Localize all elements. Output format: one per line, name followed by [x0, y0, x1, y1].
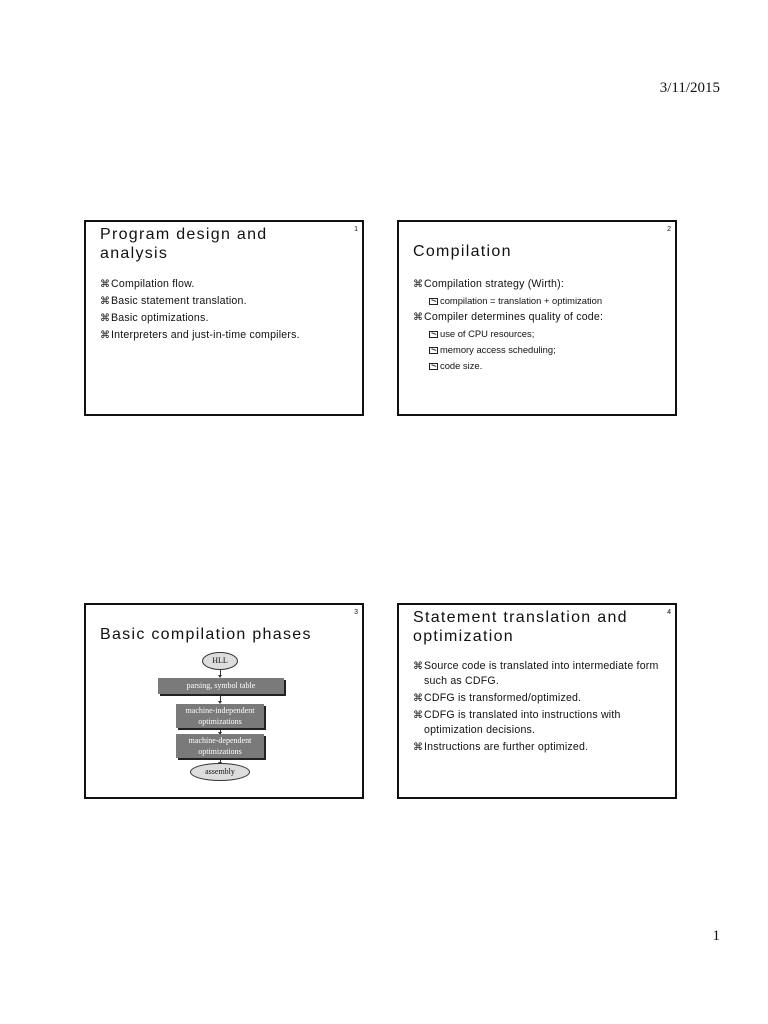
command-bullet-icon: ⌘ [413, 312, 424, 323]
bullet-text: Compilation strategy (Wirth): [424, 278, 565, 290]
command-bullet-icon: ⌘ [413, 710, 424, 721]
slide-number: 4 [667, 609, 671, 616]
bullet-list [100, 277, 354, 345]
flow-node-machine-dependent: machine-dependent optimizations [176, 734, 264, 758]
sub-bullet-item [429, 359, 667, 373]
bullet-text: Basic optimizations. [111, 312, 209, 324]
flow-node-hll: HLL [202, 652, 238, 670]
bullet-item [413, 659, 667, 689]
command-bullet-icon: ⌘ [100, 313, 111, 324]
command-bullet-icon: ⌘ [413, 279, 424, 290]
sub-bullet-icon [429, 298, 438, 305]
sub-bullet-item [429, 294, 667, 308]
slide-title [100, 225, 340, 263]
bullet-item [100, 328, 354, 343]
sub-bullet-text: code size. [440, 360, 483, 371]
sub-bullet-icon [429, 331, 438, 338]
page-date: 3/11/2015 [659, 80, 720, 96]
bullet-item [100, 311, 354, 326]
slide-title: Compilation [413, 243, 512, 260]
slide-number: 1 [354, 226, 358, 233]
slide-4 [397, 603, 677, 799]
slide-number: 3 [354, 609, 358, 616]
sub-bullet-text: memory access scheduling; [440, 344, 556, 355]
command-bullet-icon: ⌘ [413, 742, 424, 753]
bullet-item [100, 294, 354, 309]
bullet-text: Compiler determines quality of code: [424, 311, 604, 323]
bullet-text: CDFG is transformed/optimized. [424, 692, 582, 704]
bullet-item [413, 277, 667, 292]
bullet-list [413, 277, 667, 375]
command-bullet-icon: ⌘ [413, 693, 424, 704]
command-bullet-icon: ⌘ [100, 330, 111, 341]
command-bullet-icon: ⌘ [100, 279, 111, 290]
flow-node-machine-independent: machine-independent optimizations [176, 704, 264, 728]
sub-bullet-item [429, 343, 667, 357]
bullet-item [413, 691, 667, 706]
command-bullet-icon: ⌘ [100, 296, 111, 307]
command-bullet-icon: ⌘ [413, 661, 424, 672]
bullet-text: Interpreters and just-in-time compilers. [111, 329, 300, 341]
sub-bullet-icon [429, 363, 438, 370]
sub-bullet-text: use of CPU resources; [440, 328, 535, 339]
bullet-text: Compilation flow. [111, 278, 195, 290]
flow-node-parsing: parsing, symbol table [158, 678, 284, 694]
slide-title-line: analysis [100, 245, 169, 262]
sub-bullet-text: compilation = translation + optimization [440, 295, 603, 306]
slide-title: Basic compilation phases [100, 626, 312, 643]
slide-title-line: Program design and [100, 226, 268, 243]
page-number: 1 [712, 928, 720, 944]
bullet-text: Basic statement translation. [111, 295, 247, 307]
slide-title-line: optimization [413, 628, 514, 645]
sub-bullet-icon [429, 347, 438, 354]
flow-node-assembly: assembly [190, 763, 250, 781]
bullet-list [413, 659, 667, 757]
slide-1 [84, 220, 364, 416]
slide-title [413, 608, 653, 646]
slide-3 [84, 603, 364, 799]
bullet-item [413, 310, 667, 325]
bullet-text: CDFG is translated into instructions with optimization decisions. [424, 709, 621, 736]
slide-number: 2 [667, 226, 671, 233]
bullet-item [413, 740, 667, 755]
bullet-text: Source code is translated into intermediate form such as CDFG. [424, 660, 659, 687]
slide-2 [397, 220, 677, 416]
bullet-text: Instructions are further optimized. [424, 741, 589, 753]
sub-bullet-item [429, 327, 667, 341]
bullet-item [413, 708, 667, 738]
slide-title-line: Statement translation and [413, 609, 628, 626]
bullet-item [100, 277, 354, 292]
